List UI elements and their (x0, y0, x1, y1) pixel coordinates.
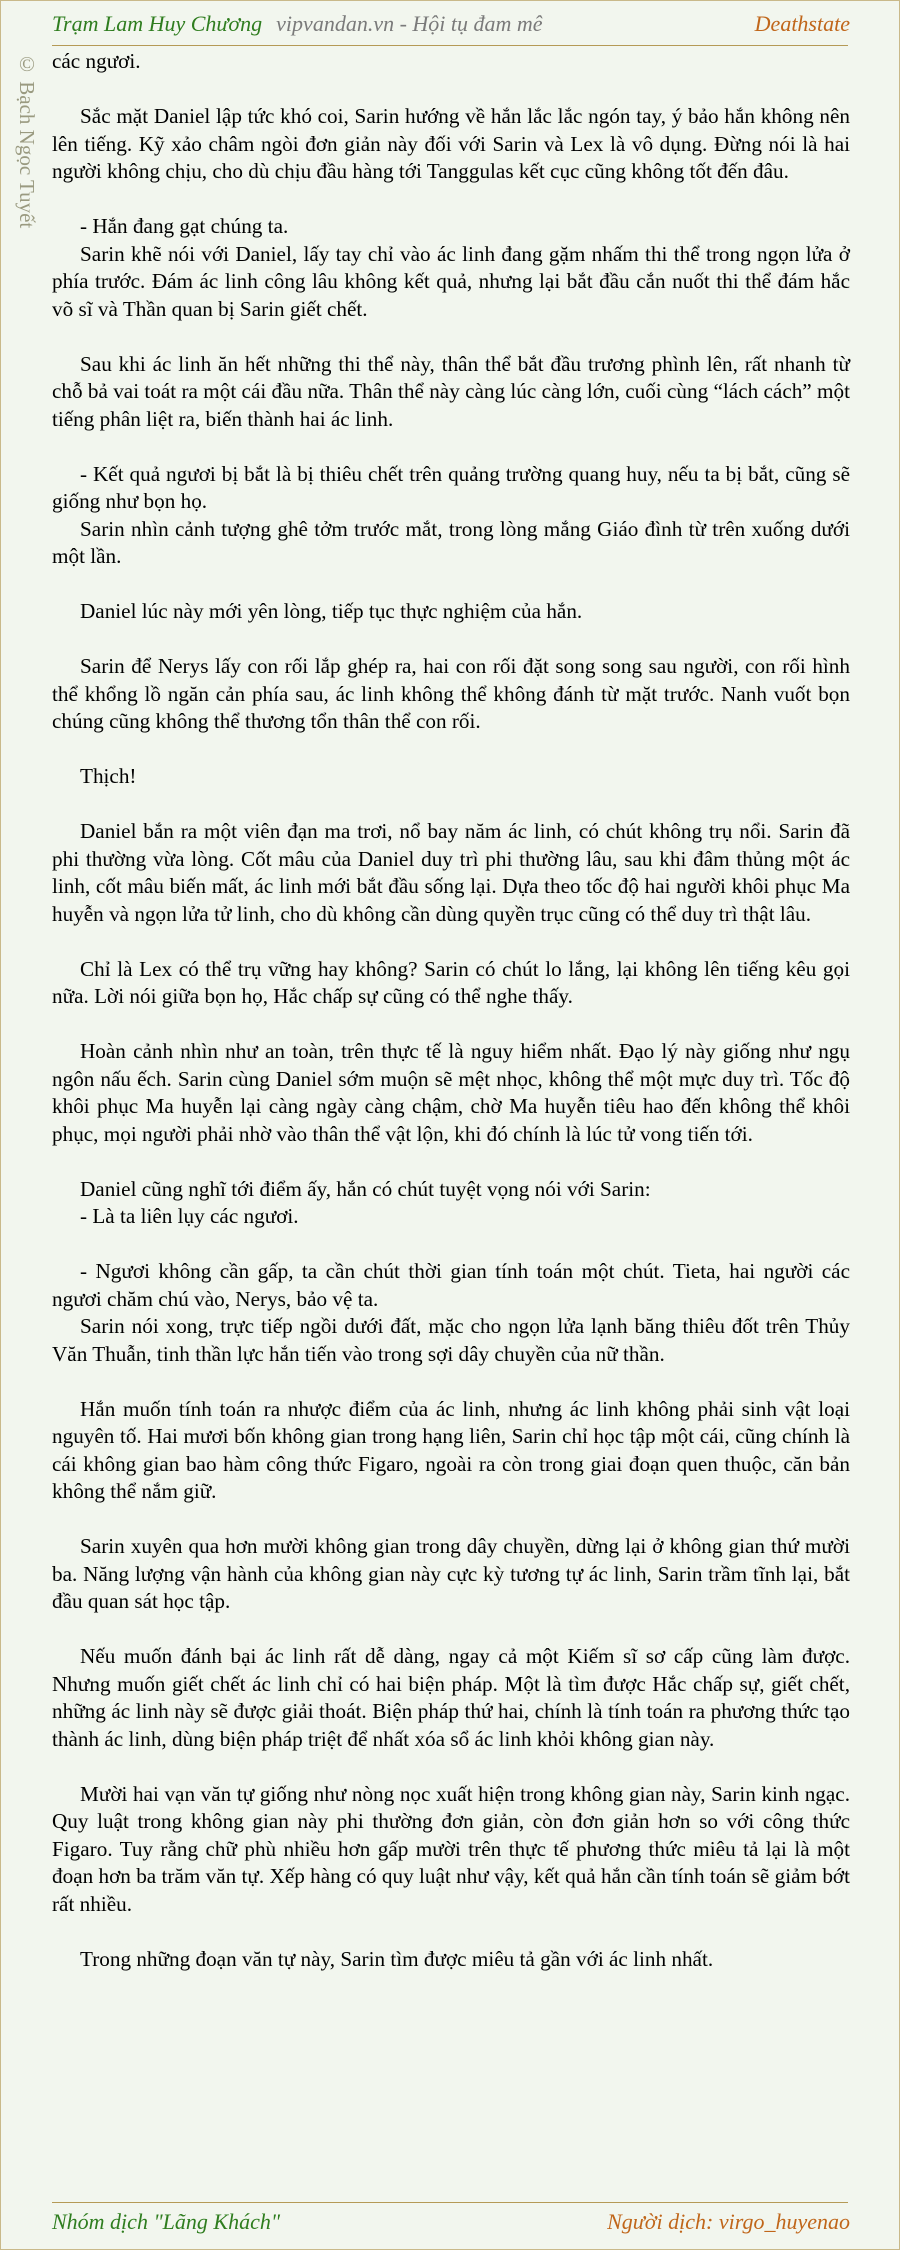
paragraph-gap (52, 186, 850, 214)
paragraph: - Ngươi không cần gấp, ta cần chút thời gian tính toán một chút. Tieta, hai người các ngươi chăm chú vào, Nerys, bảo vệ ta. (52, 1259, 850, 1311)
paragraph: Sau khi ác linh ăn hết những thi thể này, thân thể bắt đầu trương phình lên, rất nhanh từ chỗ bả vai toát ra một cái đầu nữa. Thân thể này càng lúc càng lớn, cuối cùng “lách cách” một tiếng phân liệt ra, biến thành hai ác linh. (52, 351, 850, 431)
paragraph-gap (52, 791, 850, 819)
paragraph-gap (52, 736, 850, 764)
paragraph: Daniel bắn ra một viên đạn ma trơi, nổ bay năm ác linh, có chút không trụ nổi. Sarin đã phi thường vừa lòng. Cốt mâu của Daniel duy trì phi thường lâu, sau khi đâm thủng một ác linh, cốt mâu biến mất, ác linh mới bắt đầu sống lại. Dựa theo tốc độ hai người khôi phục Ma huyễn và ngọn lửa tử linh, cho dù không cần dùng quyền trục cũng có thể duy trì thật lâu. (52, 819, 850, 926)
header-divider (52, 45, 848, 46)
paragraph-gap (52, 571, 850, 599)
chapter-body (52, 48, 850, 1973)
paragraph: - Kết quả ngươi bị bắt là bị thiêu chết trên quảng trường quang huy, nếu ta bị bắt, cũng sẽ giống như bọn họ. (52, 461, 850, 513)
paragraph: Daniel cũng nghĩ tới điểm ấy, hắn có chút tuyệt vọng nói với Sarin: (80, 1176, 651, 1201)
paragraph: Thịch! (80, 764, 137, 788)
copyright-watermark: © Bạch Ngọc Tuyết (15, 52, 39, 229)
paragraph-gap (52, 928, 850, 956)
paragraph: Sarin nhìn cảnh tượng ghê tởm trước mắt, trong lòng mắng Giáo đình từ trên xuống dưới một lần. (52, 516, 850, 568)
translation-group: Nhóm dịch "Lãng Khách" (52, 2209, 281, 2234)
paragraph: Sarin xuyên qua hơn mười không gian trong dây chuyền, dừng lại ở không gian thứ mười ba. Năng lượng vận hành của không gian này cực kỳ tương tự ác linh, Sarin trầm tĩnh lại, bắt đầu quan sát học tập. (52, 1534, 850, 1613)
site-name: Trạm Lam Huy Chương (52, 11, 263, 36)
translator-credit: Người dịch: virgo_huyenao (607, 2209, 850, 2234)
paragraph: các ngươi. (52, 49, 141, 73)
paragraph-gap (52, 626, 850, 654)
paragraph: Hắn muốn tính toán ra nhược điểm của ác linh, nhưng ác linh không phải sinh vật loại nguyên tố. Hai mươi bốn không gian trong hạng liên, Sarin chỉ học tập một cái, cũng chính là cái không gian bao hàm công thức Figaro, ngoài ra còn trong giai đoạn quen thuộc, căn bản không thể nắm giữ. (52, 1396, 850, 1503)
paragraph-gap (52, 1753, 850, 1781)
paragraph-gap (52, 433, 850, 461)
site-url: vipvandan.vn - Hội tụ đam mê (276, 11, 543, 36)
paragraph: Chỉ là Lex có thể trụ vững hay không? Sarin có chút lo lắng, lại không lên tiếng kêu gọi nữa. Lời nói giữa bọn họ, Hắc chấp sự cũng có thể nghe thấy. (52, 956, 850, 1008)
paragraph-gap (52, 1616, 850, 1644)
paragraph: Sarin nói xong, trực tiếp ngồi dưới đất, mặc cho ngọn lửa lạnh băng thiêu đốt trên Thủy Văn Thuẫn, tinh thần lực hắn tiến vào trong sợi dây chuyền của nữ thần. (52, 1314, 850, 1366)
page-header (52, 10, 850, 44)
paragraph: - Hắn đang gạt chúng ta. (80, 214, 289, 238)
paragraph-gap (52, 1231, 850, 1259)
paragraph: - Là ta liên lụy các ngươi. (80, 1204, 299, 1228)
paragraph-gap (52, 1011, 850, 1039)
paragraph-gap (52, 1918, 850, 1946)
paragraph-gap (52, 323, 850, 351)
paragraph: Mười hai vạn văn tự giống như nòng nọc xuất hiện trong không gian này, Sarin kinh ngạc. Quy luật trong không gian này phi thường đơn giản, còn đơn giản hơn so với công thức Figaro. Tuy rằng chữ phù nhiều hơn gấp mười trên thực tế phương thức miêu tả lại là một đoạn hơn ba trăm văn tự. Xếp hàng có quy luật như vậy, kết quả hắn cần tính toán sẽ giảm bớt rất nhiều. (52, 1781, 850, 1916)
document-code: Deathstate (754, 11, 850, 36)
paragraph: Daniel lúc này mới yên lòng, tiếp tục thực nghiệm của hắn. (80, 599, 583, 623)
paragraph-gap (52, 76, 850, 104)
paragraph: Trong những đoạn văn tự này, Sarin tìm được miêu tả gần với ác linh nhất. (80, 1946, 714, 1971)
footer-divider (52, 2202, 848, 2203)
paragraph: Sarin khẽ nói với Daniel, lấy tay chỉ vào ác linh đang gặm nhấm thi thể trong ngọn lửa ở phía trước. Đám ác linh công lâu không kết quả, nhưng lại bắt đầu cắn nuốt thi thể đám hắc võ sĩ và Thần quan bị Sarin giết chết. (52, 241, 850, 321)
paragraph: Nếu muốn đánh bại ác linh rất dễ dàng, ngay cả một Kiếm sĩ sơ cấp cũng làm được. Nhưng muốn giết chết ác linh chỉ có hai biện pháp. Một là tìm được Hắc chấp sự, giết chết, những ác linh này sẽ được giải thoát. Biện pháp thứ hai, chính là tính toán ra phương thức tạo thành ác linh, dùng biện pháp triệt để nhất xóa sổ ác linh khỏi không gian này. (52, 1644, 850, 1751)
paragraph: Hoàn cảnh nhìn như an toàn, trên thực tế là nguy hiểm nhất. Đạo lý này giống như ngụ ngôn nấu ếch. Sarin cùng Daniel sớm muộn sẽ mệt nhọc, không thể một mực duy trì. Tốc độ khôi phục Ma huyễn lại càng ngày càng chậm, chờ Ma huyễn tiêu hao đến không thể khôi phục, mọi người phải nhờ vào thân thể vật lộn, khi đó chính là lúc tử vong tiến tới. (52, 1039, 850, 1146)
paragraph: Sắc mặt Daniel lập tức khó coi, Sarin hướng về hắn lắc lắc ngón tay, ý bảo hắn không nên lên tiếng. Kỹ xảo châm ngòi đơn giản này đối với Sarin và Lex là vô dụng. Đừng nói là hai người không chịu, cho dù chịu đầu hàng tới Tanggulas kết cục cũng không tốt đến đâu. (52, 104, 850, 183)
paragraph-gap (52, 1506, 850, 1534)
paragraph-gap (52, 1368, 850, 1396)
paragraph: Sarin để Nerys lấy con rối lắp ghép ra, hai con rối đặt song song sau người, con rối hình thể khổng lồ ngăn cản phía sau, ác linh không thể không đánh từ mặt trước. Nanh vuốt bọn chúng cũng không thể thương tổn thân thể con rối. (52, 654, 850, 733)
page-footer (52, 2207, 850, 2239)
paragraph-gap (52, 1148, 850, 1176)
